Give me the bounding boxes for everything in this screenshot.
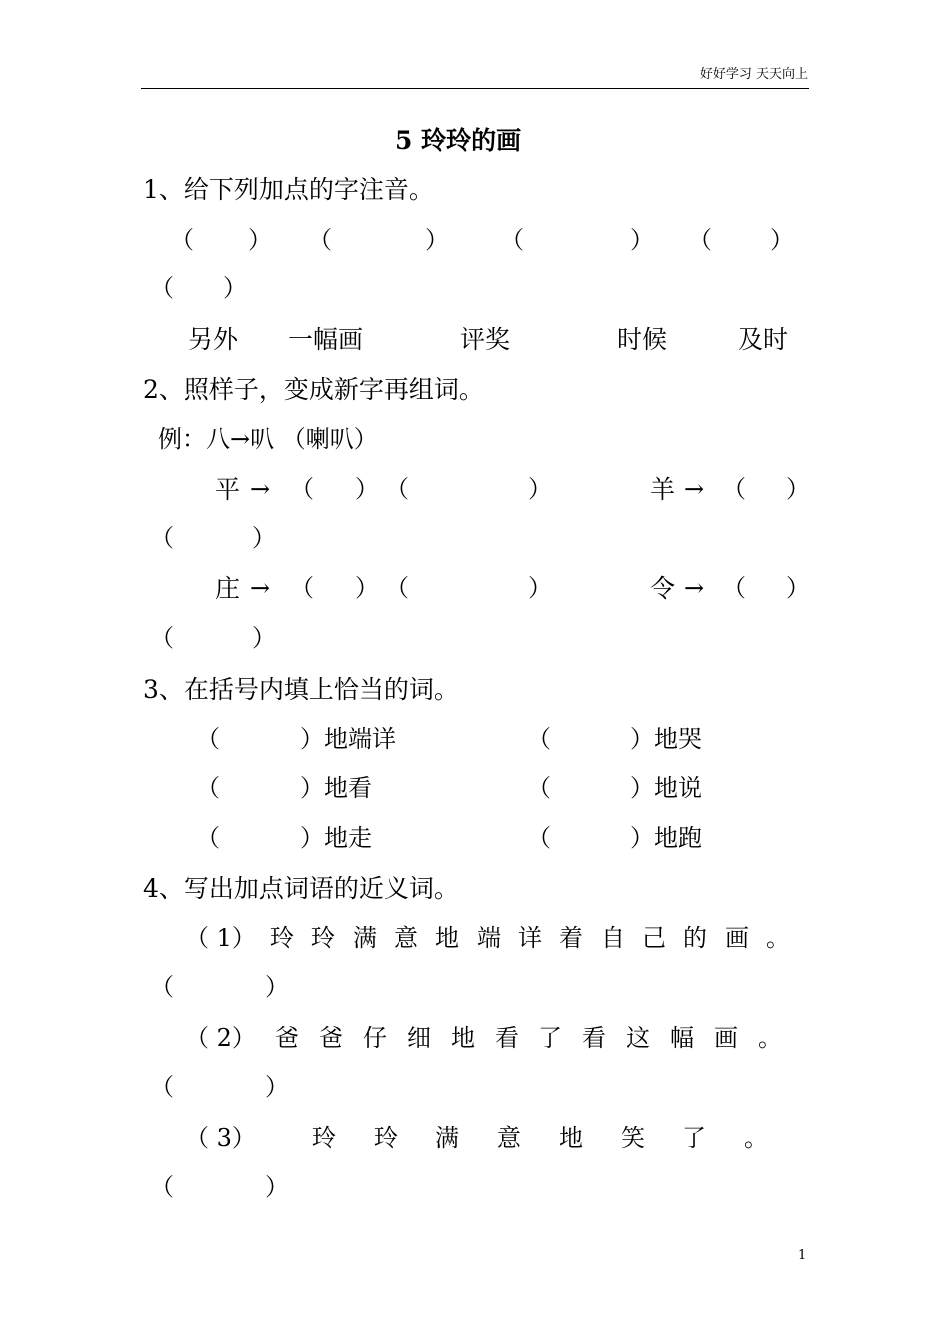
bracket-open: （	[527, 725, 551, 753]
arrow-icon: →	[684, 574, 705, 602]
sentence-char: 意	[497, 1124, 521, 1152]
bracket-open: （	[150, 973, 174, 1001]
q3-heading: 3、在括号内填上恰当的词。	[143, 675, 459, 704]
sentence-number: （ 1）	[185, 924, 256, 952]
header-rule	[141, 88, 809, 89]
sentence-char: 详	[518, 924, 542, 952]
sentence-char: 着	[559, 924, 583, 952]
sentence-char: 玲	[312, 1124, 336, 1152]
sentence-number: （ 3）	[185, 1124, 256, 1152]
q1-word: 另外	[188, 325, 239, 354]
bracket-open: （	[722, 475, 746, 503]
sentence-char: 画	[725, 924, 749, 952]
sentence-char: 幅	[670, 1024, 694, 1052]
sentence-char: 玲	[311, 924, 335, 952]
bracket-open: （	[385, 574, 409, 602]
q3-item: ）地走	[300, 824, 372, 852]
sentence-char: 爸	[275, 1024, 299, 1052]
q1-bracket-open-3: （	[500, 226, 524, 254]
q1-word: 一幅画	[288, 325, 364, 354]
sentence-char: 满	[435, 1124, 459, 1152]
q2-char: 羊	[650, 475, 676, 504]
bracket-open: （	[196, 824, 220, 852]
q2-char: 令	[650, 574, 676, 603]
bracket-open: （	[527, 824, 551, 852]
sentence-char: 看	[582, 1024, 606, 1052]
sentence-char: 细	[407, 1024, 431, 1052]
q1-word: 评奖	[460, 325, 511, 354]
bracket-open: （	[150, 1073, 174, 1101]
q3-item: ）地跑	[630, 824, 702, 852]
sentence-char: 这	[626, 1024, 650, 1052]
q1-bracket-open-1: （	[170, 226, 194, 254]
q1-word: 及时	[738, 325, 789, 354]
sentence-char: 意	[394, 924, 418, 952]
sentence-char: 玲	[374, 1124, 398, 1152]
sentence-char: 地	[559, 1124, 583, 1152]
page-title: 5 玲玲的画	[395, 126, 522, 155]
sentence-char: 。	[744, 1124, 768, 1152]
bracket-open: （	[196, 774, 220, 802]
bracket-close: ）	[528, 574, 552, 602]
bracket-close: ）	[265, 1173, 289, 1201]
q2-char: 庄	[215, 574, 241, 603]
bracket-open: （	[150, 1173, 174, 1201]
q3-item: ）地端详	[300, 725, 396, 753]
sentence-char: 看	[495, 1024, 519, 1052]
q1-bracket-close-5: ）	[223, 274, 247, 302]
bracket-close: ）	[528, 475, 552, 503]
bracket-open: （	[150, 624, 174, 652]
bracket-open: （	[290, 574, 314, 602]
q1-bracket-close-2: ）	[425, 226, 449, 254]
bracket-open: （	[527, 774, 551, 802]
sentence-char: 画	[714, 1024, 738, 1052]
sentence-char: 笑	[621, 1124, 645, 1152]
arrow-icon: →	[250, 475, 271, 503]
sentence-char: 了	[682, 1124, 706, 1152]
sentence-char: 己	[642, 924, 666, 952]
bracket-close: ）	[355, 574, 379, 602]
arrow-icon: →	[250, 574, 271, 602]
q4-heading: 4、写出加点词语的近义词。	[143, 874, 459, 903]
q1-bracket-open-4: （	[688, 226, 712, 254]
q2-example: 例：八→叭 （喇叭）	[158, 425, 378, 453]
q3-item: ）地哭	[630, 725, 702, 753]
sentence-char: 。	[766, 924, 790, 952]
sentence-char: 地	[451, 1024, 475, 1052]
sentence-number: （ 2）	[185, 1024, 256, 1052]
bracket-open: （	[196, 725, 220, 753]
bracket-open: （	[290, 475, 314, 503]
bracket-close: ）	[252, 624, 276, 652]
bracket-close: ）	[265, 1073, 289, 1101]
q1-heading: 1、给下列加点的字注音。	[143, 175, 434, 204]
sentence-char: 端	[477, 924, 501, 952]
q3-item: ）地看	[300, 774, 372, 802]
q2-heading: 2、照样子，变成新字再组词。	[143, 375, 484, 404]
sentence-char: 爸	[319, 1024, 343, 1052]
q1-bracket-close-4: ）	[770, 226, 794, 254]
bracket-close: ）	[786, 475, 810, 503]
sentence-char: 的	[683, 924, 707, 952]
sentence-char: 仔	[363, 1024, 387, 1052]
header-motto: 好好学习 天天向上	[699, 67, 808, 82]
bracket-open: （	[150, 524, 174, 552]
page-number: 1	[798, 1248, 807, 1263]
bracket-close: ）	[252, 524, 276, 552]
sentence-char: 地	[435, 924, 459, 952]
bracket-close: ）	[786, 574, 810, 602]
q1-bracket-close-3: ）	[630, 226, 654, 254]
q1-bracket-close-1: ）	[248, 226, 272, 254]
q2-char: 平	[215, 475, 241, 504]
bracket-close: ）	[265, 973, 289, 1001]
q1-bracket-open-5: （	[150, 274, 174, 302]
sentence-char: 玲	[270, 924, 294, 952]
sentence-char: 满	[353, 924, 377, 952]
bracket-open: （	[385, 475, 409, 503]
sentence-char: 了	[538, 1024, 562, 1052]
bracket-close: ）	[355, 475, 379, 503]
arrow-icon: →	[684, 475, 705, 503]
q3-item: ）地说	[630, 774, 702, 802]
sentence-char: 自	[601, 924, 625, 952]
bracket-open: （	[722, 574, 746, 602]
sentence-char: 。	[758, 1024, 782, 1052]
q1-word: 时候	[617, 325, 668, 354]
q1-bracket-open-2: （	[308, 226, 332, 254]
